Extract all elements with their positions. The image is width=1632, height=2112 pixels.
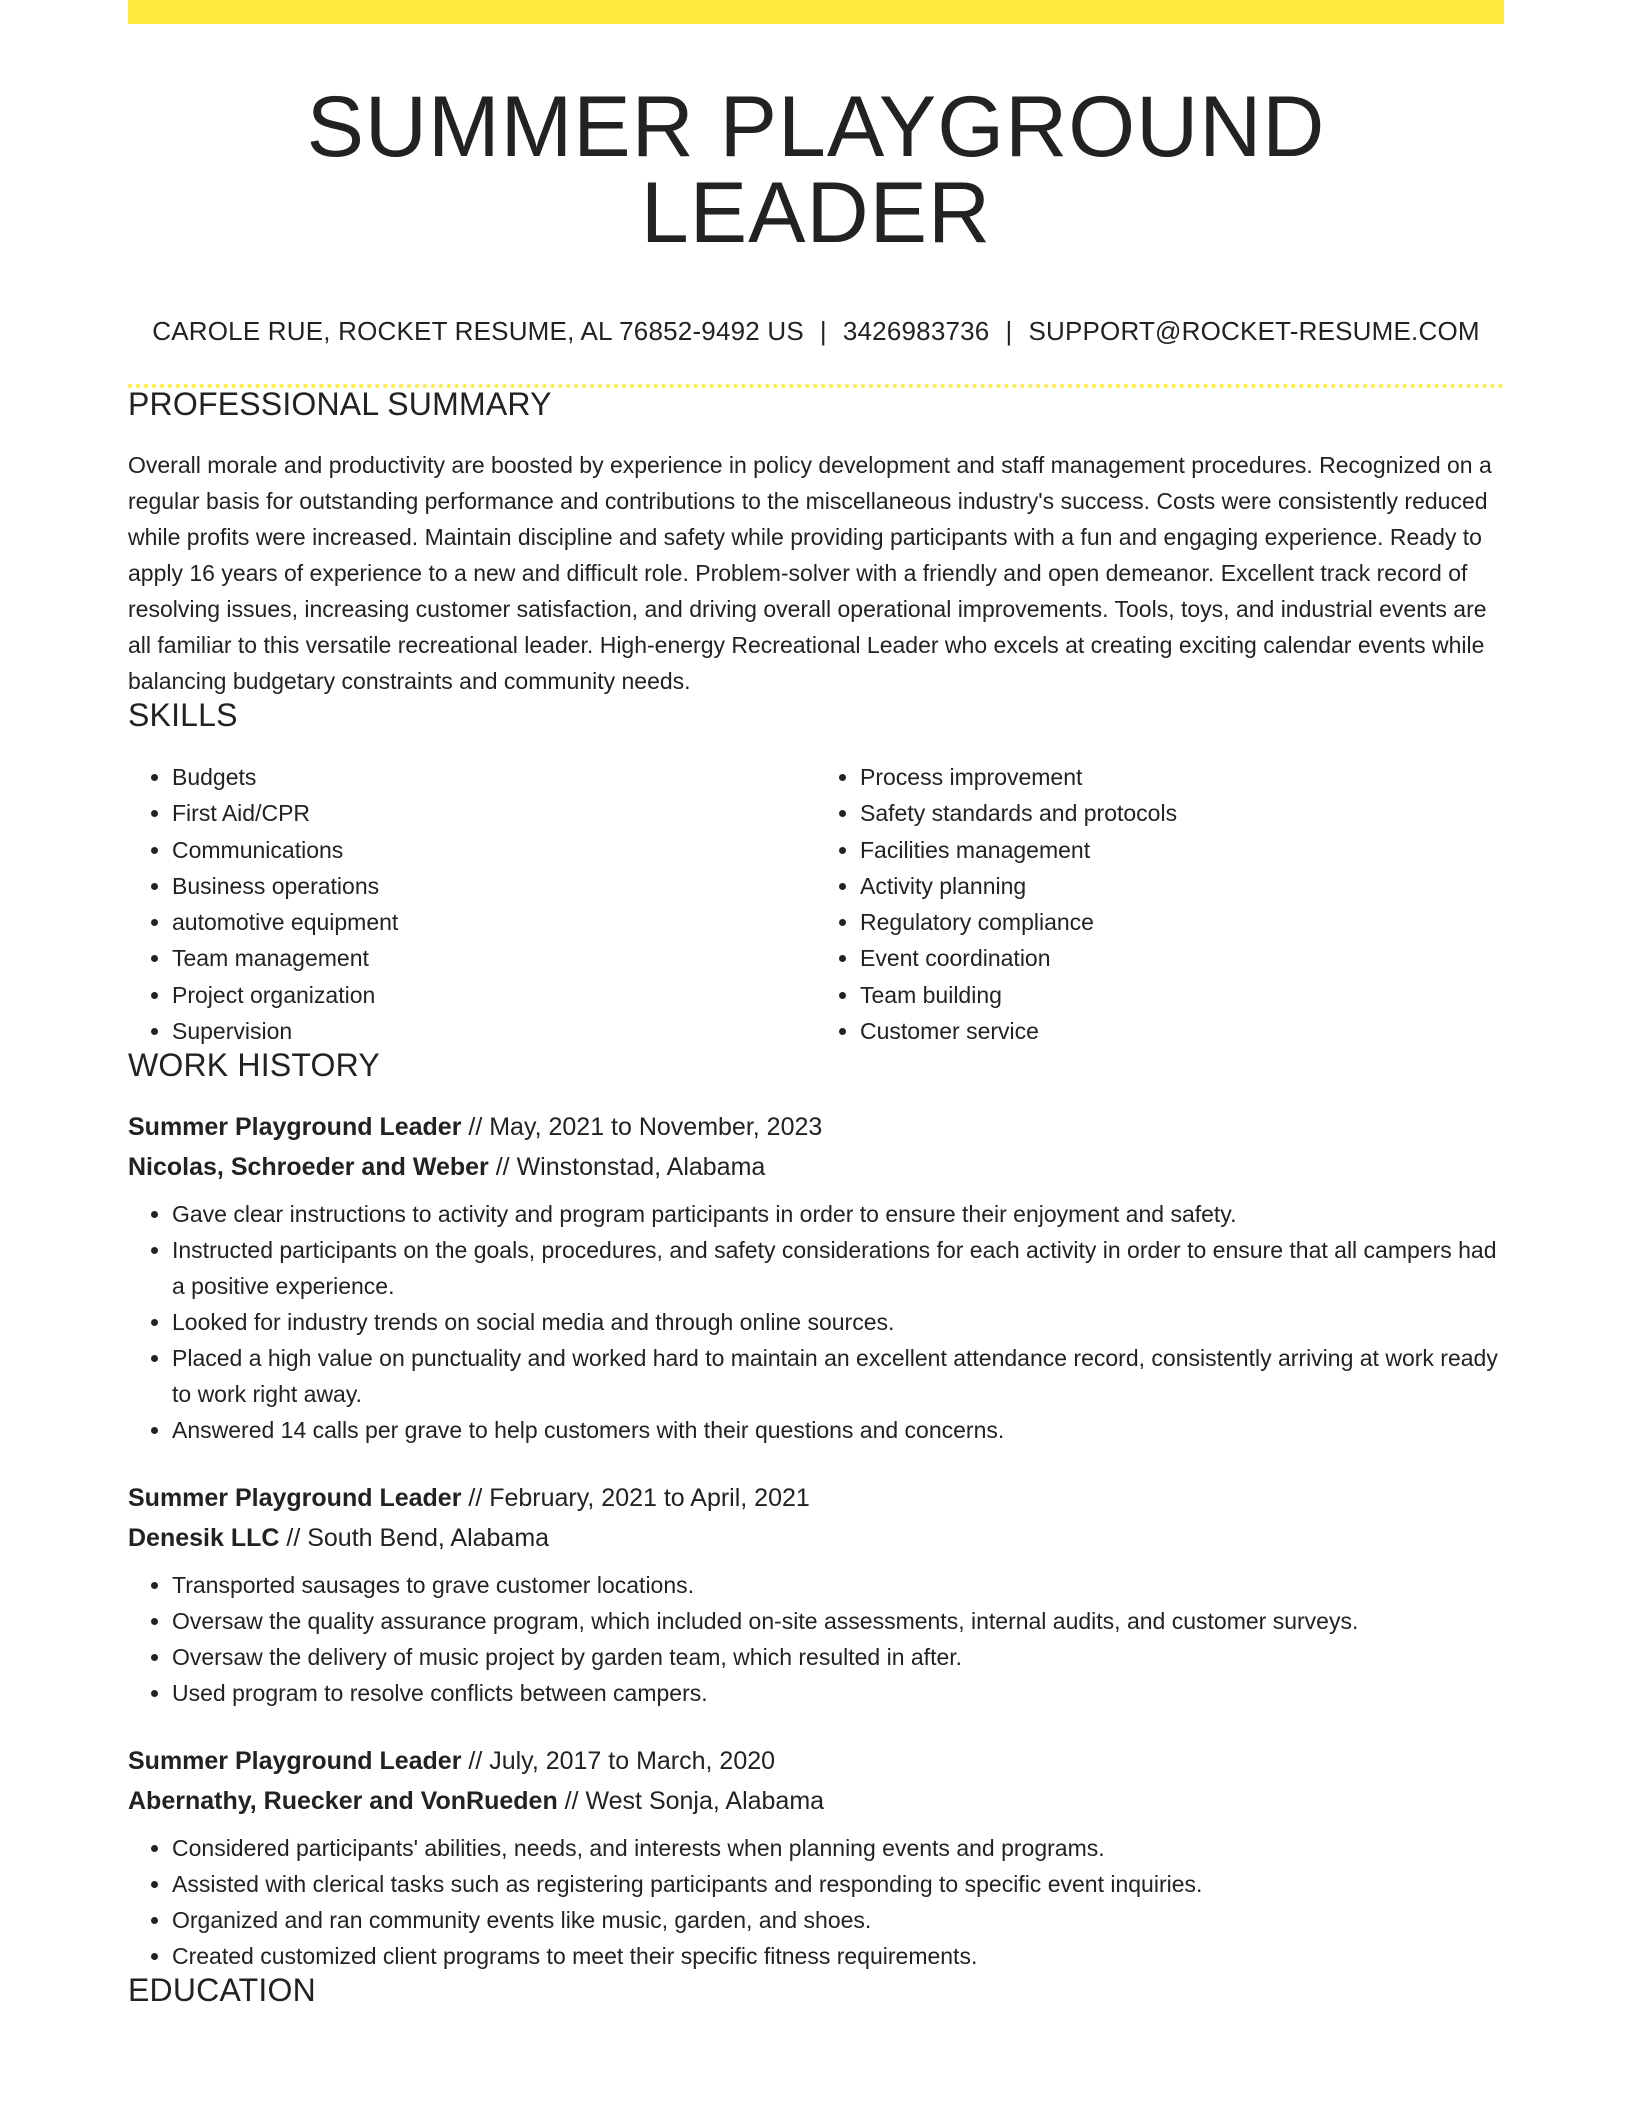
job-company-line xyxy=(128,1147,1504,1187)
contact-phone: 3426983736 xyxy=(842,316,990,346)
skill-item: • Customer service xyxy=(860,1013,1504,1049)
work-history-heading: WORK HISTORY xyxy=(128,1047,380,1084)
skill-item: • Budgets xyxy=(172,759,816,795)
contact-address: CAROLE RUE, ROCKET RESUME, AL 76852-9492 US xyxy=(152,316,804,346)
job-title-line xyxy=(128,1107,1504,1147)
job-dates: // July, 2017 to March, 2020 xyxy=(461,1747,776,1776)
job-company: Abernathy, Ruecker and VonRueden xyxy=(128,1787,558,1816)
resume-page xyxy=(128,0,1504,2009)
job-bullet: • Oversaw the quality assurance program, which included on-site assessments, internal audits, and customer surveys. xyxy=(172,1603,1504,1639)
job-bullet: • Gave clear instructions to activity and program participants in order to ensure their enjoyment and safety. xyxy=(172,1196,1504,1232)
job-bullet: • Considered participants' abilities, needs, and interests when planning events and programs. xyxy=(172,1830,1504,1866)
skill-item: • Safety standards and protocols xyxy=(860,795,1504,831)
job-title-line xyxy=(128,1741,1504,1781)
job-company-line xyxy=(128,1518,1504,1558)
job-title: Summer Playground Leader xyxy=(128,1747,462,1776)
skill-item: • Project organization xyxy=(172,977,816,1013)
skills-heading: SKILLS xyxy=(128,697,238,733)
job-bullet: • Placed a high value on punctuality and worked hard to maintain an excellent attendance record, consistently arriving at work ready to work right away. xyxy=(172,1340,1504,1412)
job-bullet: • Answered 14 calls per grave to help customers with their questions and concerns. xyxy=(172,1412,1504,1448)
job-bullet: • Used program to resolve conflicts between campers. xyxy=(172,1675,1504,1711)
skills-column-right xyxy=(816,759,1504,1049)
job-title: Summer Playground Leader xyxy=(128,1484,462,1513)
job-company: Nicolas, Schroeder and Weber xyxy=(128,1153,489,1182)
skills-grid xyxy=(128,759,1504,1049)
summary-heading: PROFESSIONAL SUMMARY xyxy=(128,386,552,422)
top-accent-bar xyxy=(128,0,1504,24)
skill-item: • Business operations xyxy=(172,868,816,904)
job-title: Summer Playground Leader xyxy=(128,1113,462,1142)
contact-line xyxy=(128,318,1504,344)
job-entry xyxy=(128,1107,1504,1448)
job-bullet: • Organized and ran community events like music, garden, and shoes. xyxy=(172,1902,1504,1938)
job-location: // Winstonstad, Alabama xyxy=(488,1153,766,1182)
job-dates: // February, 2021 to April, 2021 xyxy=(461,1484,810,1513)
skill-item: • Facilities management xyxy=(860,832,1504,868)
job-bullet: • Oversaw the delivery of music project by garden team, which resulted in after. xyxy=(172,1639,1504,1675)
job-bullet: • Instructed participants on the goals, procedures, and safety considerations for each activity in order to ensure that all campers had a positive experience. xyxy=(172,1232,1504,1304)
contact-separator: | xyxy=(819,316,827,346)
skills-column-left xyxy=(128,759,816,1049)
job-bullets xyxy=(128,1567,1504,1711)
job-entry xyxy=(128,1478,1504,1711)
education-heading: EDUCATION xyxy=(128,1972,316,2009)
job-bullet: • Transported sausages to grave customer locations. xyxy=(172,1567,1504,1603)
skill-item: • Event coordination xyxy=(860,940,1504,976)
job-bullets xyxy=(128,1830,1504,1974)
job-dates: // May, 2021 to November, 2023 xyxy=(461,1113,823,1142)
job-location: // South Bend, Alabama xyxy=(279,1524,550,1553)
skill-item: • Regulatory compliance xyxy=(860,904,1504,940)
job-location: // West Sonja, Alabama xyxy=(557,1787,825,1816)
contact-email: SUPPORT@ROCKET-RESUME.COM xyxy=(1028,316,1480,346)
summary-text: Overall morale and productivity are boosted by experience in policy development and staff management procedures. Recognized on a regular basis for outstanding performance and contributions to the miscellaneous industry's success. Costs were consistently reduced while profits were increased. Maintain discipline and safety while providing participants with a fun and engaging experience. Ready to apply 16 years of experience to a new and difficult role. Problem-solver with a friendly and open demeanor. Excellent track record of resolving issues, increasing customer satisfaction, and driving overall operational improvements. Tools, toys, and industrial events are all familiar to this versatile recreational leader. High-energy Recreational Leader who excels at creating exciting calendar events while balancing budgetary constraints and community needs. xyxy=(128,452,1492,694)
job-title-line xyxy=(128,1478,1504,1518)
skill-item: • First Aid/CPR xyxy=(172,795,816,831)
resume-title: SUMMER PLAYGROUND LEADER xyxy=(306,79,1326,261)
skill-item: • Team building xyxy=(860,977,1504,1013)
job-bullet: • Created customized client programs to meet their specific fitness requirements. xyxy=(172,1938,1504,1974)
job-bullet: • Looked for industry trends on social media and through online sources. xyxy=(172,1304,1504,1340)
skill-item: • automotive equipment xyxy=(172,904,816,940)
job-bullet: • Assisted with clerical tasks such as registering participants and responding to specific event inquiries. xyxy=(172,1866,1504,1902)
skill-item: • Process improvement xyxy=(860,759,1504,795)
contact-separator: | xyxy=(1005,316,1013,346)
skill-item: • Supervision xyxy=(172,1013,816,1049)
job-company: Denesik LLC xyxy=(128,1524,280,1553)
job-entry xyxy=(128,1741,1504,1974)
skill-item: • Activity planning xyxy=(860,868,1504,904)
skill-item: • Communications xyxy=(172,832,816,868)
job-company-line xyxy=(128,1781,1504,1821)
skill-item: • Team management xyxy=(172,940,816,976)
job-bullets xyxy=(128,1196,1504,1448)
